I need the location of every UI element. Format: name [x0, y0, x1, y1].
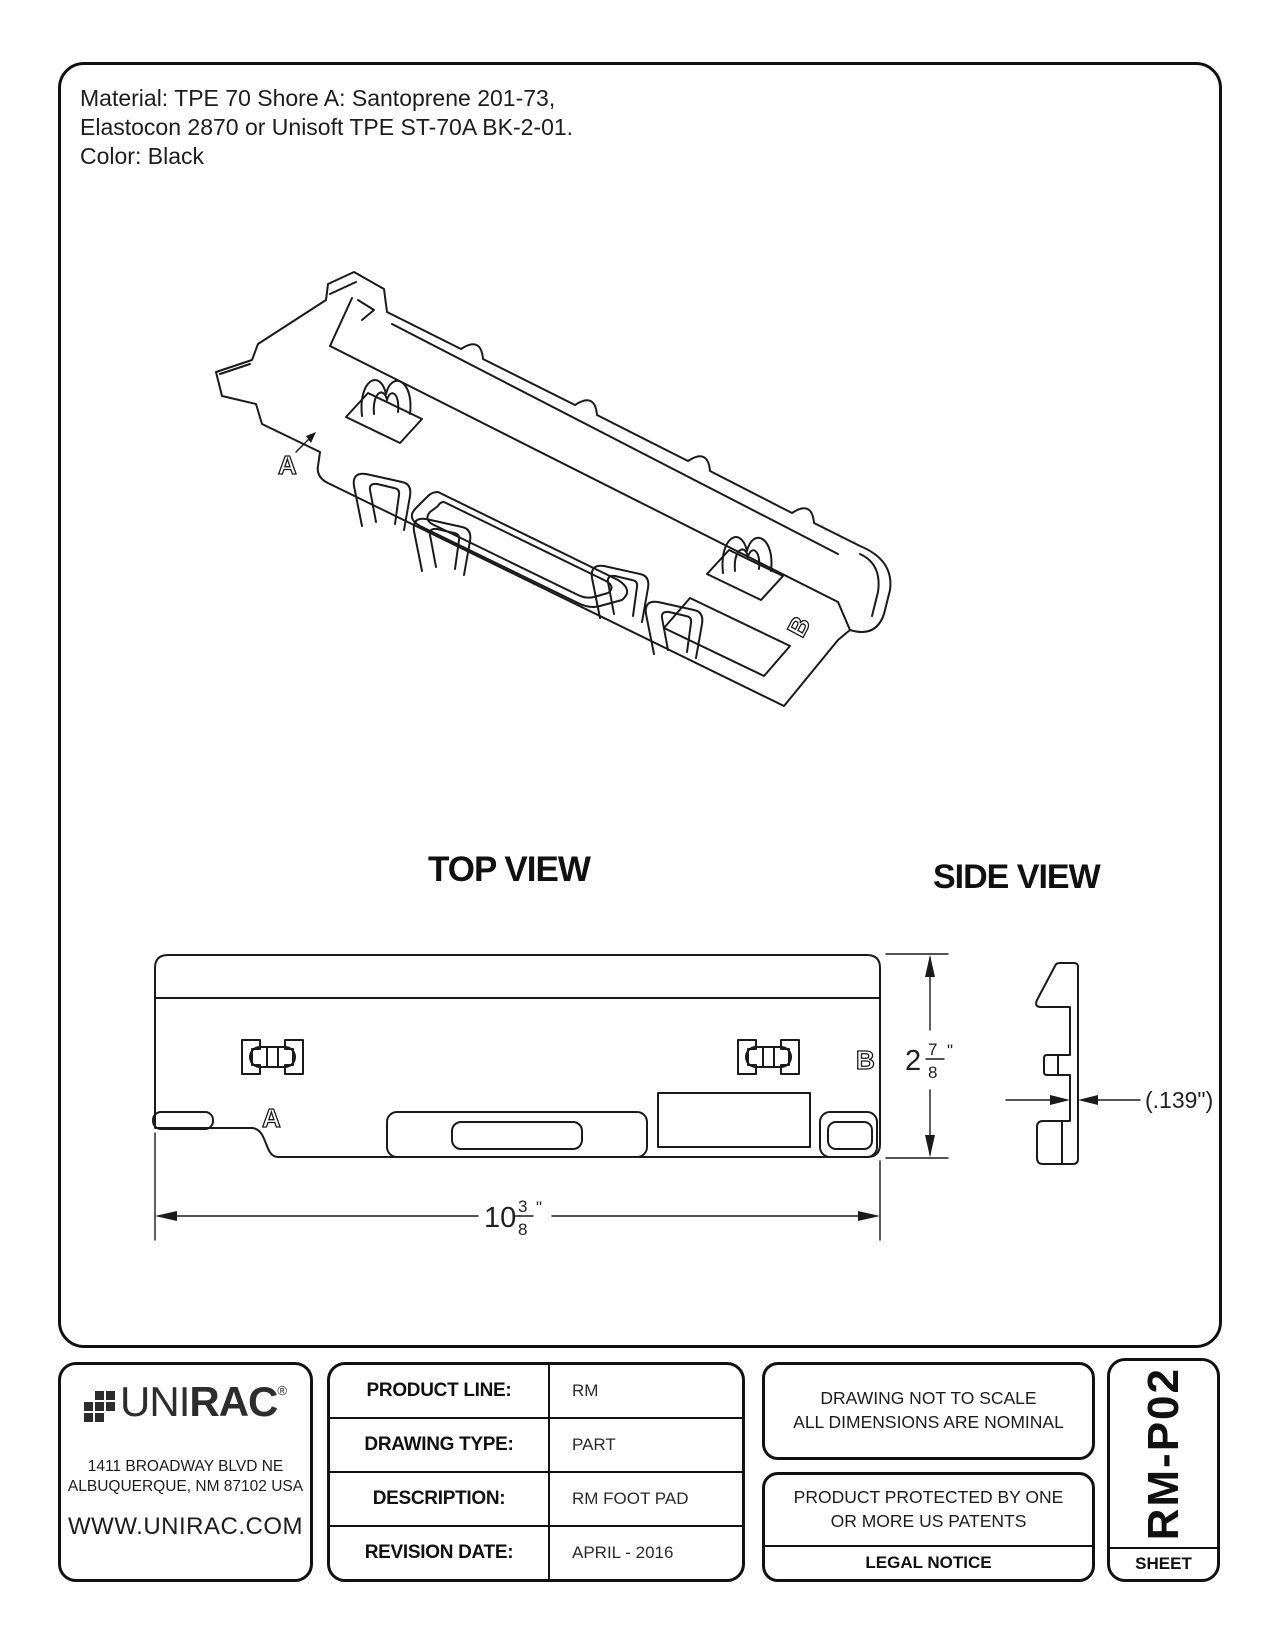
sheet-label: SHEET [1110, 1547, 1217, 1579]
iso-clip1-arch-inner [374, 392, 398, 414]
company-address-line1: 1411 BROADWAY BLVD NE [87, 1458, 284, 1475]
iso-bracket-1 [354, 474, 411, 530]
isometric-view-drawing [190, 250, 930, 720]
iso-slot-inner [427, 502, 611, 598]
document-number-box [1107, 1358, 1220, 1582]
revision-date-value: APRIL - 2016 [572, 1543, 674, 1562]
top-center-recess-outer [387, 1112, 647, 1157]
top-clip-right [738, 1040, 799, 1074]
iso-endcap-inner [860, 554, 879, 616]
product-line-value: RM [572, 1381, 599, 1400]
description-value: RM FOOT PAD [572, 1489, 689, 1508]
dim-height-whole: 2 [905, 1045, 922, 1077]
dim-length-numerator: 3 [518, 1197, 528, 1216]
material-note-line1: Material: TPE 70 Shore A: Santoprene 201-73, [80, 85, 556, 111]
dim-height-denominator: 8 [928, 1063, 938, 1082]
unirac-logo-icon [84, 1391, 115, 1422]
dim-length-denominator: 8 [518, 1220, 528, 1239]
iso-flag-notch [358, 300, 374, 320]
top-right-recess [658, 1093, 810, 1147]
iso-recess-rect [664, 598, 790, 676]
dimension-height [886, 954, 953, 1158]
patent-notice-text [765, 1475, 1092, 1545]
top-view-drawing [140, 940, 990, 1252]
dim-length-whole: 10 [484, 1202, 517, 1234]
material-note-line2: Elastocon 2870 or Unisoft TPE ST-70A BK-2-01. [80, 114, 574, 140]
scale-notice-line2: ALL DIMENSIONS ARE NOMINAL [793, 1412, 1064, 1432]
top-corner-socket-inner [828, 1122, 872, 1149]
description-label: DESCRIPTION: [330, 1473, 550, 1525]
side-view-drawing [960, 940, 1222, 1180]
patent-notice-line2: OR MORE US PATENTS [830, 1511, 1027, 1531]
unirac-logo-text: UNIRAC [120, 1378, 278, 1425]
title-block-table [327, 1362, 745, 1582]
drawing-type-value: PART [572, 1435, 616, 1454]
dim-height-numerator: 7 [928, 1040, 938, 1059]
patent-notice-line1: PRODUCT PROTECTED BY ONE [793, 1487, 1064, 1508]
scale-notice-line1: DRAWING NOT TO SCALE [820, 1388, 1037, 1409]
top-clip-left [242, 1040, 303, 1074]
iso-datum-b-label: B [781, 611, 817, 642]
table-row-product-line [330, 1365, 742, 1419]
table-row-drawing-type [330, 1419, 742, 1473]
material-note [80, 84, 573, 171]
iso-bracket-4 [646, 602, 703, 658]
top-datum-b-label: B [856, 1045, 875, 1075]
scale-notice [762, 1362, 1095, 1460]
iso-outline [216, 272, 890, 706]
top-center-recess-inner [452, 1122, 582, 1149]
patent-notice [762, 1472, 1095, 1582]
company-address-line2: ALBUQUERQUE, NM 87102 USA [67, 1478, 304, 1496]
drawing-type-label: DRAWING TYPE: [330, 1419, 550, 1471]
revision-date-label: REVISION DATE: [330, 1527, 550, 1579]
iso-flag-inner [330, 282, 356, 294]
iso-wall-left-edge [330, 298, 352, 346]
table-row-description [330, 1473, 742, 1527]
iso-endcap-bottom [838, 602, 850, 630]
table-row-revision-date [330, 1527, 742, 1579]
registered-trademark: ® [277, 1383, 287, 1398]
top-view-title: TOP VIEW [428, 850, 590, 889]
top-left-slot [153, 1112, 213, 1129]
dim-length-unit: " [536, 1198, 543, 1217]
iso-datum-a-label: A [278, 450, 297, 480]
side-view-title: SIDE VIEW [933, 858, 1100, 896]
dim-thickness-value: (.139") [1145, 1087, 1214, 1113]
dim-height-unit: " [947, 1041, 954, 1060]
dimension-thickness [1006, 1087, 1213, 1113]
material-note-line3: Color: Black [80, 143, 204, 169]
iso-wall-top-inner [392, 324, 838, 554]
top-datum-a-label: A [262, 1103, 281, 1133]
document-number: RM-P02 [1138, 1367, 1188, 1541]
legal-notice-label[interactable]: LEGAL NOTICE [765, 1545, 1092, 1579]
unirac-logo [84, 1378, 287, 1425]
title-block-company [58, 1362, 313, 1582]
iso-bracket-3 [592, 566, 649, 622]
company-website: WWW.UNIRAC.COM [68, 1513, 303, 1541]
product-line-label: PRODUCT LINE: [330, 1365, 550, 1417]
company-address [68, 1457, 303, 1497]
